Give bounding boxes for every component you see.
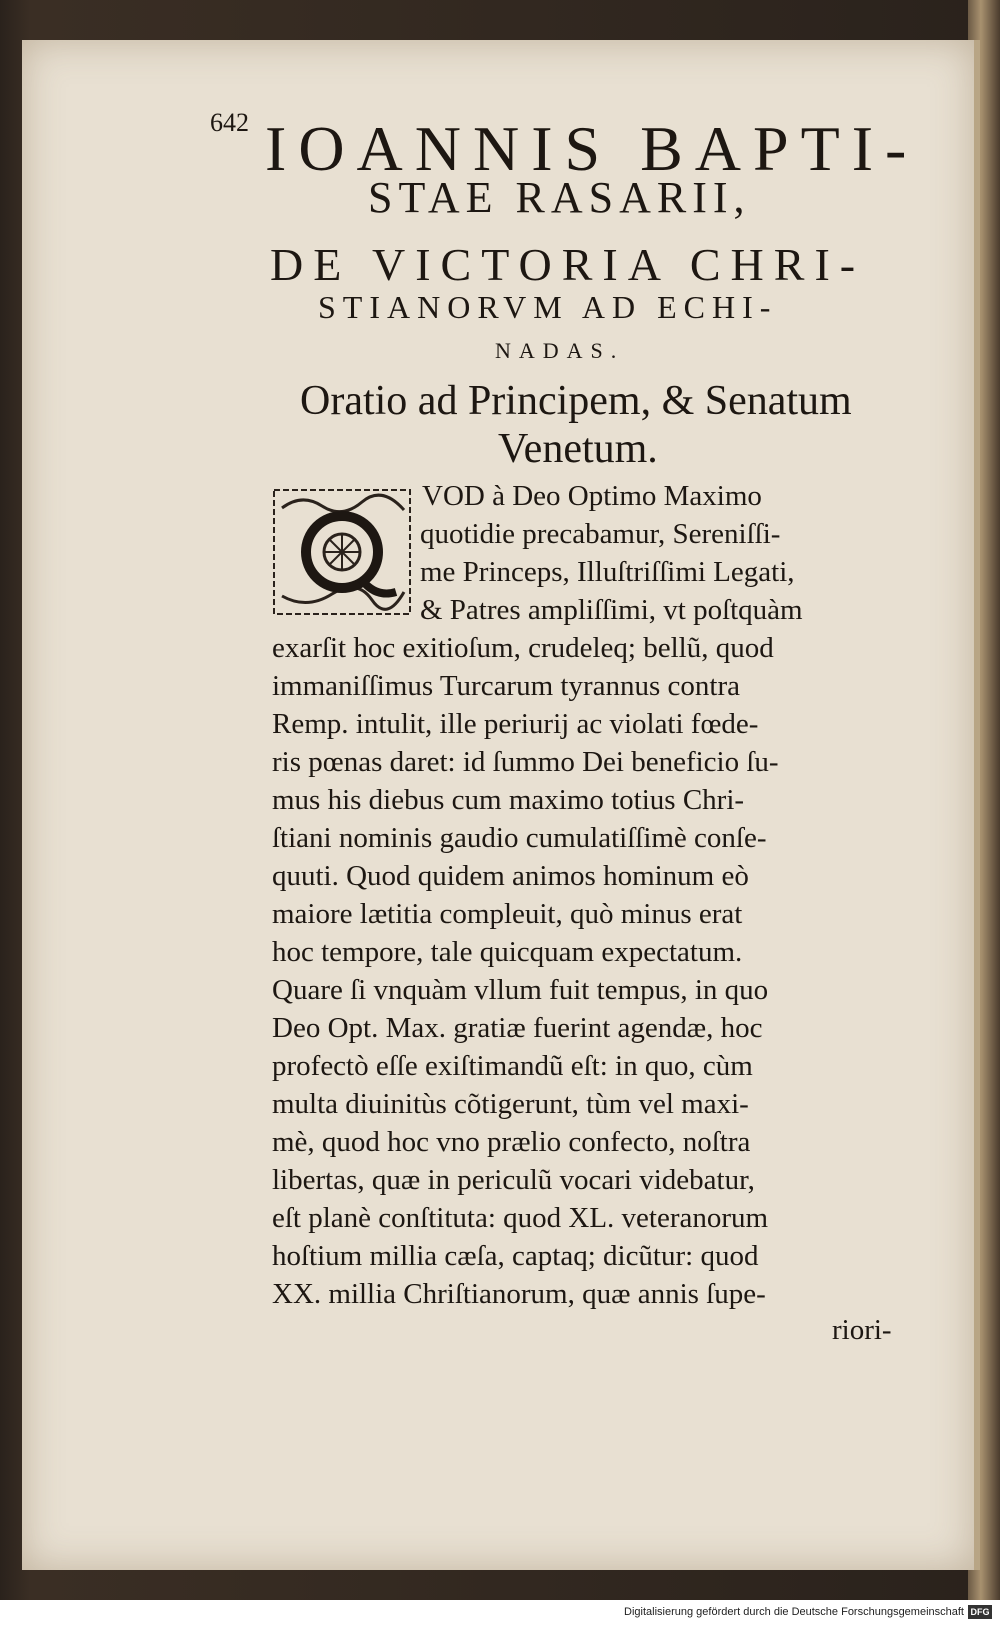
subtitle-line-2: Venetum. xyxy=(498,426,658,472)
text-line: me Princeps, Illuſtriſſimi Legati, xyxy=(420,556,795,588)
funding-credit: Digitalisierung gefördert durch die Deutsche Forschungsgemeinschaft xyxy=(624,1606,964,1618)
text-line: multa diuinitùs cõtigerunt, tùm vel maxi- xyxy=(272,1088,749,1120)
text-line: hoſtium millia cæſa, captaq; dicũtur: quod xyxy=(272,1240,759,1272)
text-line: mus his diebus cum maximo totius Chri- xyxy=(272,784,745,816)
text-line: exarſit hoc exitioſum, crudeleq; bellũ, quod xyxy=(272,632,774,664)
heading-line-3: DE VICTORIA CHRI- xyxy=(270,239,866,290)
text-line: eſt planè conſtituta: quod XL. veteranorum xyxy=(272,1202,769,1234)
text-line: VOD à Deo Optimo Maximo xyxy=(422,480,762,512)
text-line: Deo Opt. Max. gratiæ fuerint agendæ, hoc xyxy=(272,1012,763,1044)
text-line: immaniſſimus Turcarum tyrannus contra xyxy=(272,670,740,702)
text-line: maiore lætitia compleuit, quò minus erat xyxy=(272,898,743,930)
initial-letter: Q xyxy=(400,612,401,613)
text-line: quotidie precabamur, Sereniſſi- xyxy=(420,518,781,550)
dfg-logo: DFG xyxy=(968,1605,992,1619)
heading-line-5: NADAS. xyxy=(495,338,625,363)
text-line: profectò eſſe exiſtimandũ eſt: in quo, cùm xyxy=(272,1050,753,1082)
text-line: Quare ſi vnquàm vllum fuit tempus, in quo xyxy=(272,974,769,1006)
text-line: & Patres ampliſſimi, vt poſtquàm xyxy=(420,594,803,626)
heading-line-4: STIANORVM AD ECHI- xyxy=(318,289,778,325)
heading-line-2: STAE RASARII, xyxy=(368,173,751,222)
text-line: ris pœnas daret: id ſummo Dei beneficio ſu- xyxy=(272,746,779,778)
text-line: libertas, quæ in periculũ vocari videbatur, xyxy=(272,1164,755,1196)
text-line: hoc tempore, tale quicquam expectatum. xyxy=(272,936,743,968)
catchword: riori- xyxy=(832,1314,892,1346)
text-line: mè, quod hoc vno prælio confecto, noſtra xyxy=(272,1126,751,1158)
decorated-initial-q xyxy=(272,488,412,616)
subtitle-line-1: Oratio ad Principem, & Senatum xyxy=(300,378,852,424)
text-line: Remp. intulit, ille periurij ac violati fœde- xyxy=(272,708,759,740)
text-line: XX. millia Chriſtianorum, quæ annis ſupe- xyxy=(272,1278,766,1310)
text-line: ſtiani nominis gaudio cumulatiſſimè conſe- xyxy=(272,822,767,854)
page-number: 642 xyxy=(210,108,249,137)
text-line: quuti. Quod quidem animos hominum eò xyxy=(272,860,749,892)
heading-line-1: IOANNIS BAPTI- xyxy=(265,113,919,184)
